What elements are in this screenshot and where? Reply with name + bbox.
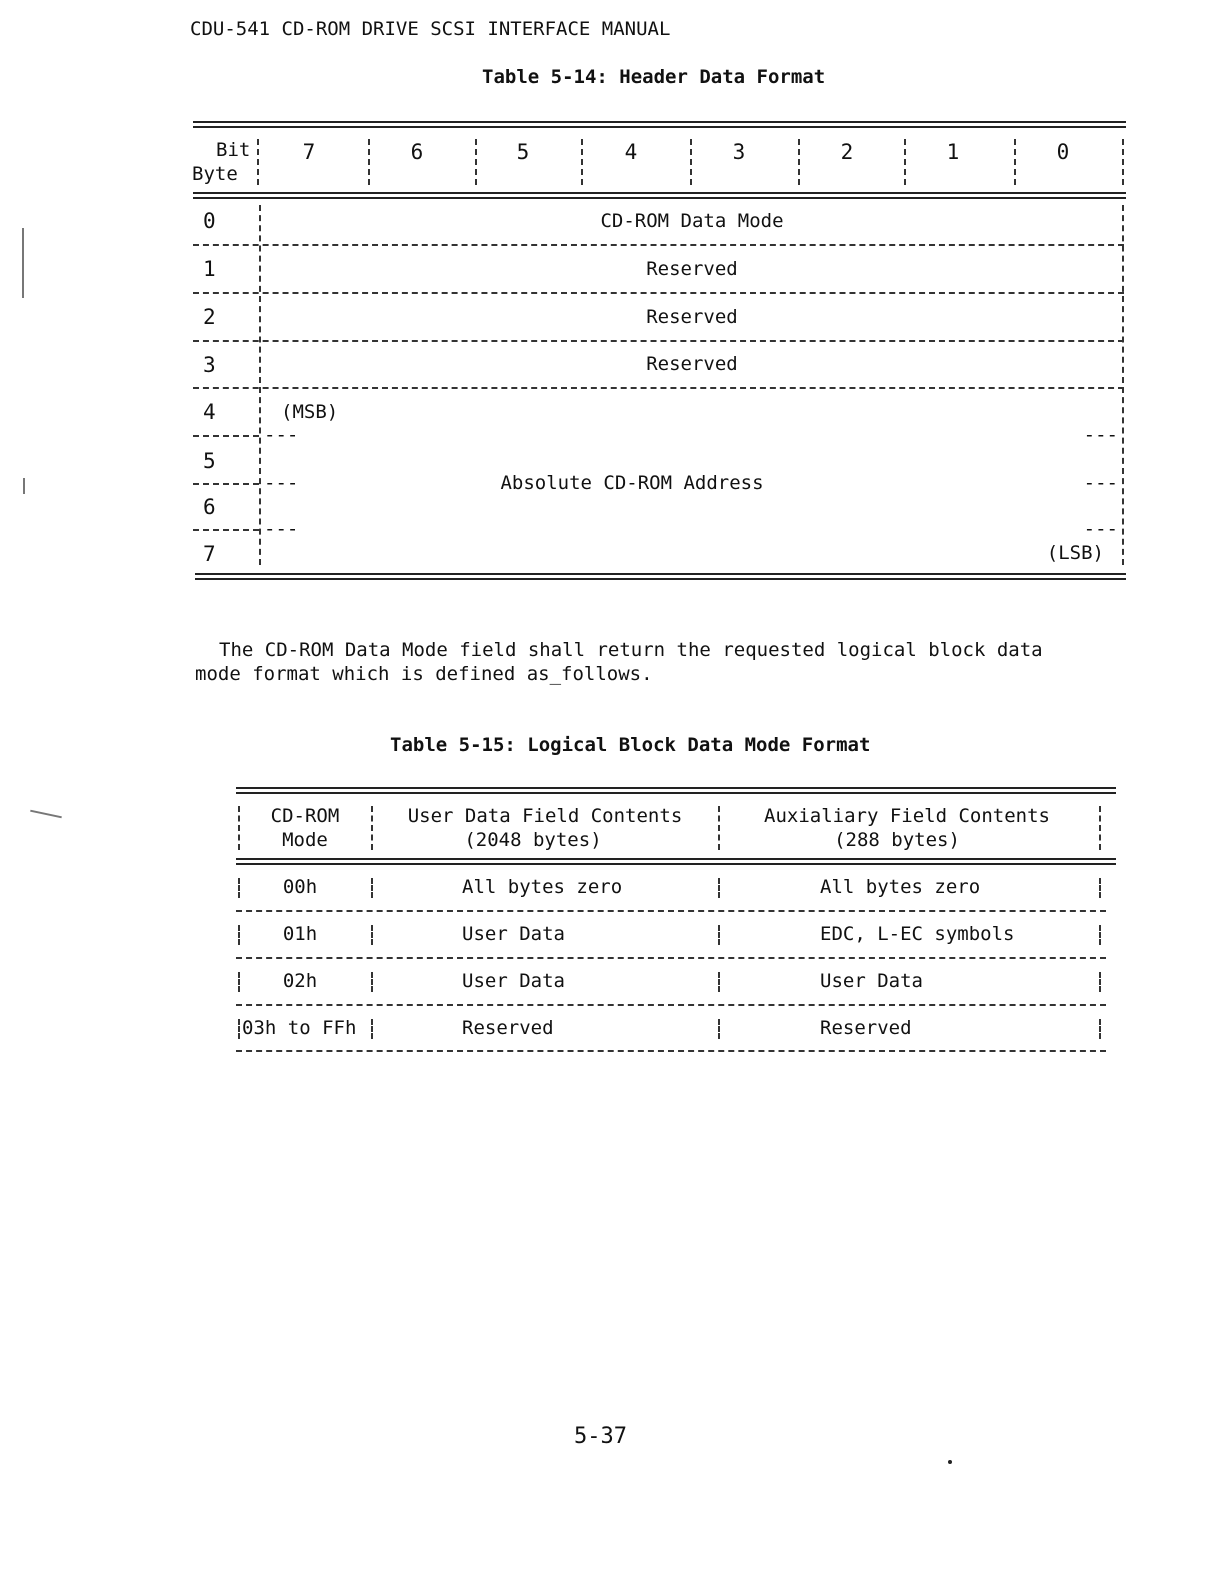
column-divider: [371, 972, 373, 992]
byte-number: 4: [203, 400, 216, 424]
table1-top-rule: [193, 121, 1126, 128]
bit-col-6: 6: [410, 140, 424, 164]
user-cell: All bytes zero: [462, 876, 623, 898]
bit-col-3: 3: [732, 140, 746, 164]
table2-header-rule: [236, 858, 1116, 865]
continuation-mark: ---: [1083, 518, 1118, 540]
byte-number: 6: [203, 495, 216, 519]
table2-right-border: [1099, 806, 1101, 850]
continuation-mark: ---: [1083, 424, 1118, 446]
byte-number: 3: [203, 353, 216, 377]
byte-label: Byte: [192, 163, 238, 185]
table1-right-border: [1122, 139, 1124, 185]
byte-number: 5: [203, 449, 216, 473]
byte-column-divider: [259, 205, 261, 565]
address-label: Absolute CD-ROM Address: [500, 472, 764, 494]
column-divider: [718, 806, 720, 850]
aux-header: Auxialiary Field Contents: [764, 805, 1050, 827]
row-divider: [193, 387, 1124, 389]
column-divider: [718, 1019, 720, 1039]
mode-cell: 01h: [282, 923, 318, 945]
column-divider: [371, 925, 373, 945]
table2-right-border: [1099, 1019, 1101, 1039]
row-divider: [236, 957, 1106, 959]
byte-divider: [193, 529, 259, 531]
byte-divider: [193, 483, 259, 485]
bit-col-2: 2: [840, 140, 854, 164]
user-cell: User Data: [462, 923, 565, 945]
aux-cell: User Data: [820, 970, 923, 992]
continuation-mark: ---: [1083, 472, 1118, 494]
row-divider: [236, 1004, 1106, 1006]
column-divider: [371, 806, 373, 850]
user-data-header: User Data Field Contents: [407, 805, 683, 827]
mode-cell: 00h: [282, 876, 318, 898]
aux-cell: Reserved: [820, 1017, 912, 1039]
table1-bottom-rule: [195, 573, 1126, 580]
bit-label: Bit: [216, 139, 251, 161]
mode-cell: 03h to FFh: [242, 1017, 357, 1039]
bit-col-0: 0: [1056, 140, 1070, 164]
table1-caption: Table 5-14: Header Data Format: [482, 66, 826, 88]
column-divider: [718, 878, 720, 898]
table1-header-rule: [193, 192, 1126, 199]
bit-col-1: 1: [946, 140, 960, 164]
row-content: CD-ROM Data Mode: [600, 210, 784, 232]
scan-artifact: [22, 228, 24, 298]
table2-bottom-rule: [236, 1050, 1106, 1052]
row-divider: [236, 910, 1106, 912]
mode-header-sub: Mode: [282, 829, 328, 851]
msb-label: (MSB): [281, 401, 339, 423]
bit-divider: [581, 139, 583, 185]
continuation-mark: ---: [264, 518, 299, 540]
mode-cell: 02h: [282, 970, 318, 992]
continuation-mark: ---: [264, 472, 299, 494]
byte-number: 0: [203, 209, 216, 233]
running-title: CDU-541 CD-ROM DRIVE SCSI INTERFACE MANUAL: [190, 18, 671, 40]
continuation-mark: ---: [264, 424, 299, 446]
table1-right-border: [1122, 205, 1124, 565]
user-data-header-sub: (2048 bytes): [464, 829, 602, 851]
mode-header: CD-ROM: [270, 805, 340, 827]
table2-right-border: [1099, 925, 1101, 945]
user-cell: User Data: [462, 970, 565, 992]
body-paragraph-line-1: The CD-ROM Data Mode field shall return the requested logical block data: [219, 639, 1043, 661]
column-divider: [371, 1019, 373, 1039]
table2-top-rule: [236, 787, 1116, 794]
page-number: 5-37: [574, 1424, 627, 1449]
body-paragraph-line-2: mode format which is defined as_follows.: [195, 663, 653, 685]
aux-header-sub: (288 bytes): [834, 829, 960, 851]
byte-number: 7: [203, 542, 216, 566]
row-divider: [193, 244, 1124, 246]
row-divider: [193, 340, 1124, 342]
row-content: Reserved: [646, 353, 738, 375]
column-divider: [718, 972, 720, 992]
row-content: Reserved: [646, 306, 738, 328]
aux-cell: EDC, L-EC symbols: [820, 923, 1015, 945]
aux-cell: All bytes zero: [820, 876, 981, 898]
bit-col-5: 5: [516, 140, 530, 164]
column-divider: [371, 878, 373, 898]
bit-col-7: 7: [302, 140, 316, 164]
row-content: Reserved: [646, 258, 738, 280]
column-divider: [718, 925, 720, 945]
byte-number: 1: [203, 257, 216, 281]
table2-right-border: [1099, 972, 1101, 992]
scan-artifact: [23, 478, 25, 494]
byte-divider: [193, 435, 259, 437]
byte-number: 2: [203, 305, 216, 329]
bit-col-4: 4: [624, 140, 638, 164]
header-divider: [257, 139, 259, 185]
lsb-label: (LSB): [1046, 542, 1104, 564]
scan-artifact: [948, 1460, 952, 1464]
scan-artifact: [30, 810, 62, 819]
table2-right-border: [1099, 878, 1101, 898]
row-divider: [193, 292, 1124, 294]
user-cell: Reserved: [462, 1017, 554, 1039]
table2-caption: Table 5-15: Logical Block Data Mode Format: [390, 734, 871, 756]
table2-left-border: [238, 1019, 240, 1039]
